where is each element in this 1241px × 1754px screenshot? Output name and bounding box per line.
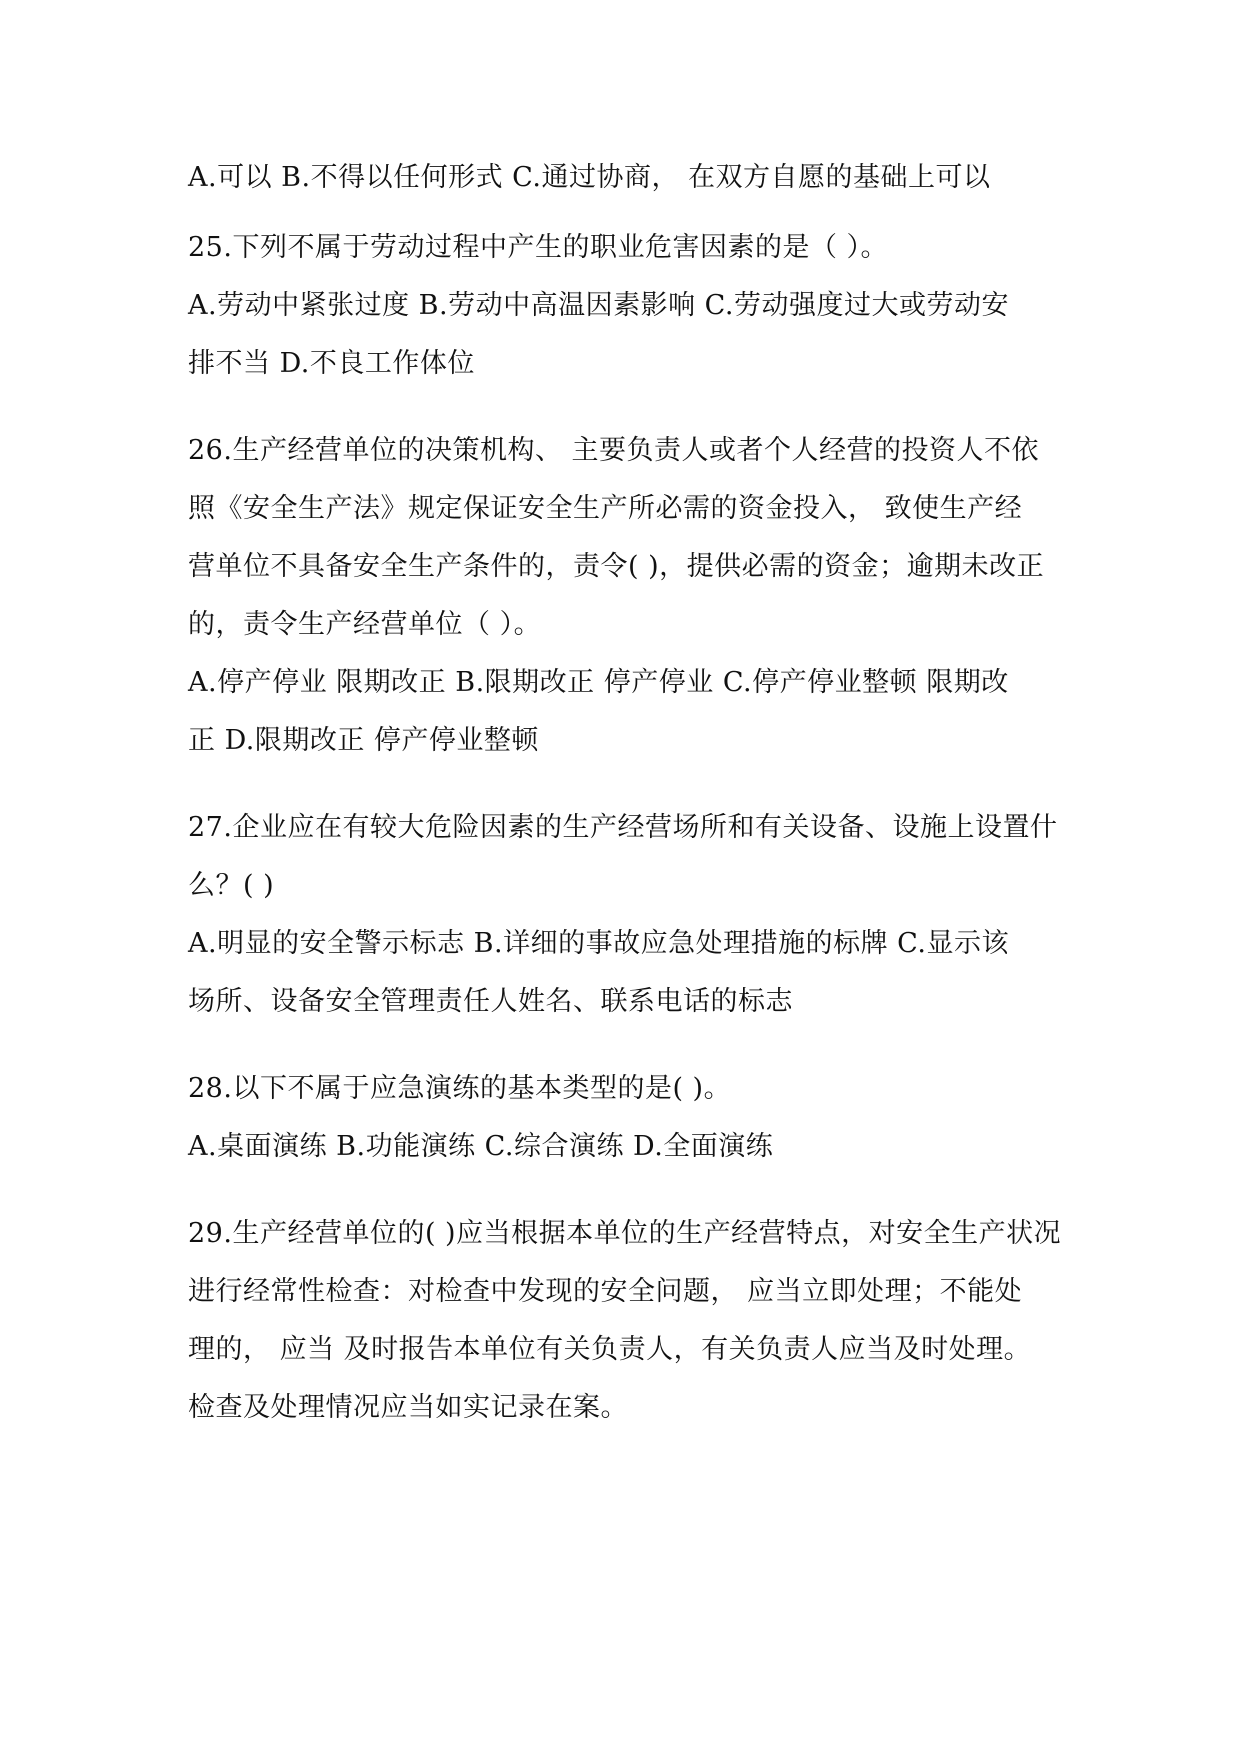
question-26-line4: 的，责令生产经营单位（ ）。 xyxy=(188,609,542,640)
question-26-line2: 照《安全生产法》规定保证安全生产所必需的资金投入， 致使生产经 xyxy=(188,493,1023,524)
answer-options-q25-line2: 排不当 D.不良工作体位 xyxy=(188,348,475,379)
question-27-line2: 么？( ) xyxy=(188,870,275,901)
answer-options-q27-line2: 场所、设备安全管理责任人姓名、联系电话的标志 xyxy=(188,986,793,1017)
question-26-line1: 26.生产经营单位的决策机构、 主要负责人或者个人经营的投资人不依 xyxy=(188,435,1040,466)
answer-options-q24: A.可以 B.不得以任何形式 C.通过协商， 在双方自愿的基础上可以 xyxy=(188,162,991,193)
question-27-line1: 27.企业应在有较大危险因素的生产经营场所和有关设备、设施上设置什 xyxy=(188,812,1058,843)
answer-options-q27-line1: A.明显的安全警示标志 B.详细的事故应急处理措施的标牌 C.显示该 xyxy=(188,928,1009,959)
question-28: 28.以下不属于应急演练的基本类型的是( )。 xyxy=(188,1073,732,1104)
question-29-line4: 检查及处理情况应当如实记录在案。 xyxy=(188,1392,628,1423)
answer-options-q28: A.桌面演练 B.功能演练 C.综合演练 D.全面演练 xyxy=(188,1131,774,1162)
question-25: 25.下列不属于劳动过程中产生的职业危害因素的是（ ）。 xyxy=(188,232,889,263)
question-29-line2: 进行经常性检查：对检查中发现的安全问题， 应当立即处理；不能处 xyxy=(188,1276,1023,1307)
question-29-line3: 理的， 应当 及时报告本单位有关负责人，有关负责人应当及时处理。 xyxy=(188,1334,1032,1365)
question-26-line3: 营单位不具备安全生产条件的，责令( )，提供必需的资金；逾期未改正 xyxy=(188,551,1045,582)
answer-options-q26-line1: A.停产停业 限期改正 B.限期改正 停产停业 C.停产停业整顿 限期改 xyxy=(188,667,1009,698)
question-29-line1: 29.生产经营单位的( )应当根据本单位的生产经营特点，对安全生产状况 xyxy=(188,1218,1062,1249)
answer-options-q25-line1: A.劳动中紧张过度 B.劳动中高温因素影响 C.劳动强度过大或劳动安 xyxy=(188,290,1009,321)
answer-options-q26-line2: 正 D.限期改正 停产停业整顿 xyxy=(188,725,539,756)
